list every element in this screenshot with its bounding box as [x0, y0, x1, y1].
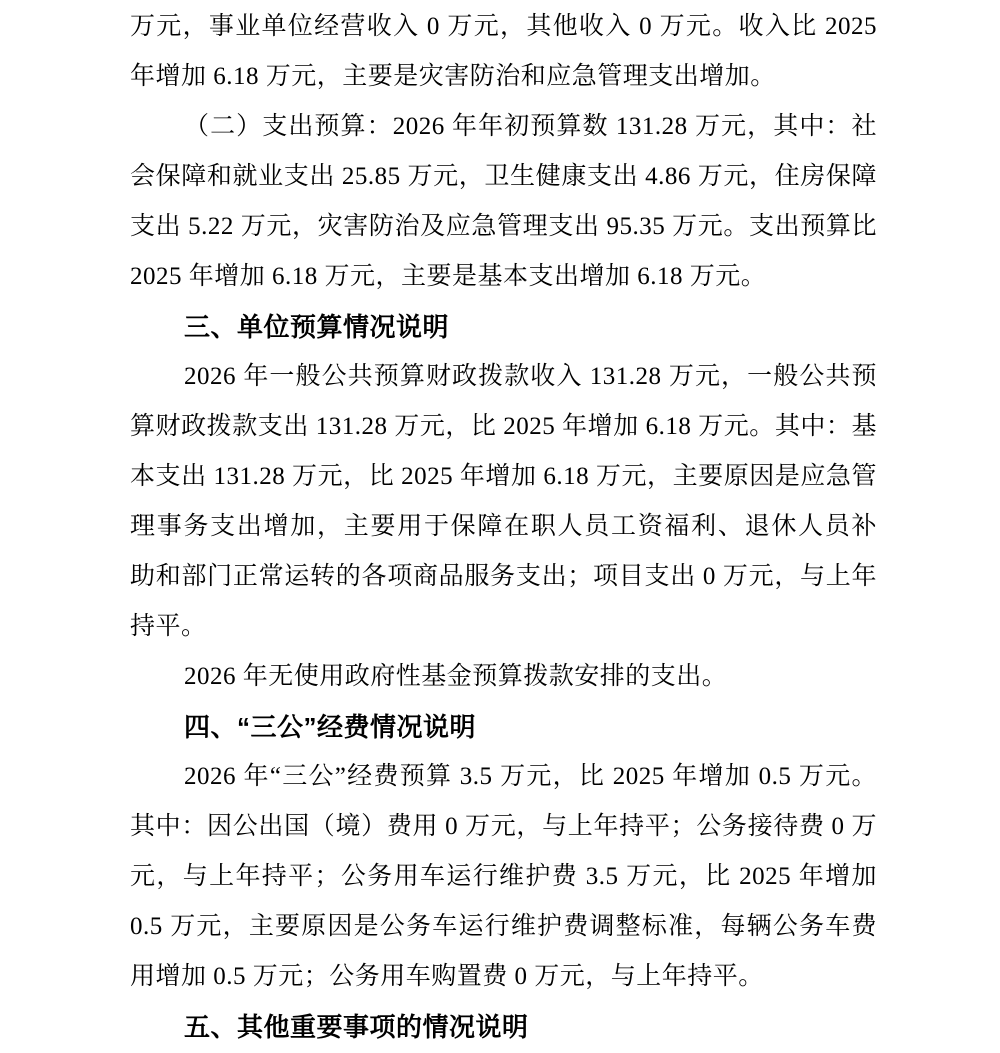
text-line: 2026 年无使用政府性基金预算拨款安排的支出。 — [184, 663, 728, 690]
text-line: （二）支出预算：2026 年年初预算数 131.28 万元，其中：社 — [184, 113, 877, 140]
text-line: 2026 年“三公”经费预算 3.5 万元，比 2025 年增加 0.5 万元。 — [184, 763, 877, 790]
text-line: 2025 年增加 6.18 万元，主要是基本支出增加 6.18 万元。 — [130, 263, 767, 290]
text-line: 支出 5.22 万元，灾害防治及应急管理支出 95.35 万元。支出预算比 — [130, 213, 877, 240]
text-line: 会保障和就业支出 25.85 万元，卫生健康支出 4.86 万元，住房保障 — [130, 163, 877, 190]
text-line: 算财政拨款支出 131.28 万元，比 2025 年增加 6.18 万元。其中：基 — [130, 413, 877, 440]
heading-section-3: 三、单位预算情况说明 — [184, 312, 450, 342]
paragraph — [130, 352, 877, 652]
text-line: 0.5 万元，主要原因是公务车运行维护费调整标准，每辆公务车费 — [130, 913, 877, 940]
paragraph — [130, 652, 877, 702]
paragraph — [130, 102, 877, 302]
text-line: 本支出 131.28 万元，比 2025 年增加 6.18 万元，主要原因是应急管 — [130, 463, 877, 490]
text-line: 其中：因公出国（境）费用 0 万元，与上年持平；公务接待费 0 万 — [130, 813, 877, 840]
text-line: 元，与上年持平；公务用车运行维护费 3.5 万元，比 2025 年增加 — [130, 863, 877, 890]
paragraph — [130, 2, 877, 102]
heading-section-5: 五、其他重要事项的情况说明 — [184, 1012, 529, 1042]
paragraph — [130, 752, 877, 1002]
text-line: 助和部门正常运转的各项商品服务支出；项目支出 0 万元，与上年 — [130, 563, 877, 590]
text-line: 年增加 6.18 万元，主要是灾害防治和应急管理支出增加。 — [130, 63, 776, 90]
text-line: 持平。 — [130, 613, 207, 640]
text-line: 2026 年一般公共预算财政拨款收入 131.28 万元，一般公共预 — [184, 363, 877, 390]
heading-section-4: 四、“三公”经费情况说明 — [184, 712, 477, 742]
text-line: 用增加 0.5 万元；公务用车购置费 0 万元，与上年持平。 — [130, 963, 764, 990]
text-line: 理事务支出增加，主要用于保障在职人员工资福利、退休人员补 — [130, 513, 877, 540]
text-line: 万元，事业单位经营收入 0 万元，其他收入 0 万元。收入比 2025 — [130, 13, 877, 40]
